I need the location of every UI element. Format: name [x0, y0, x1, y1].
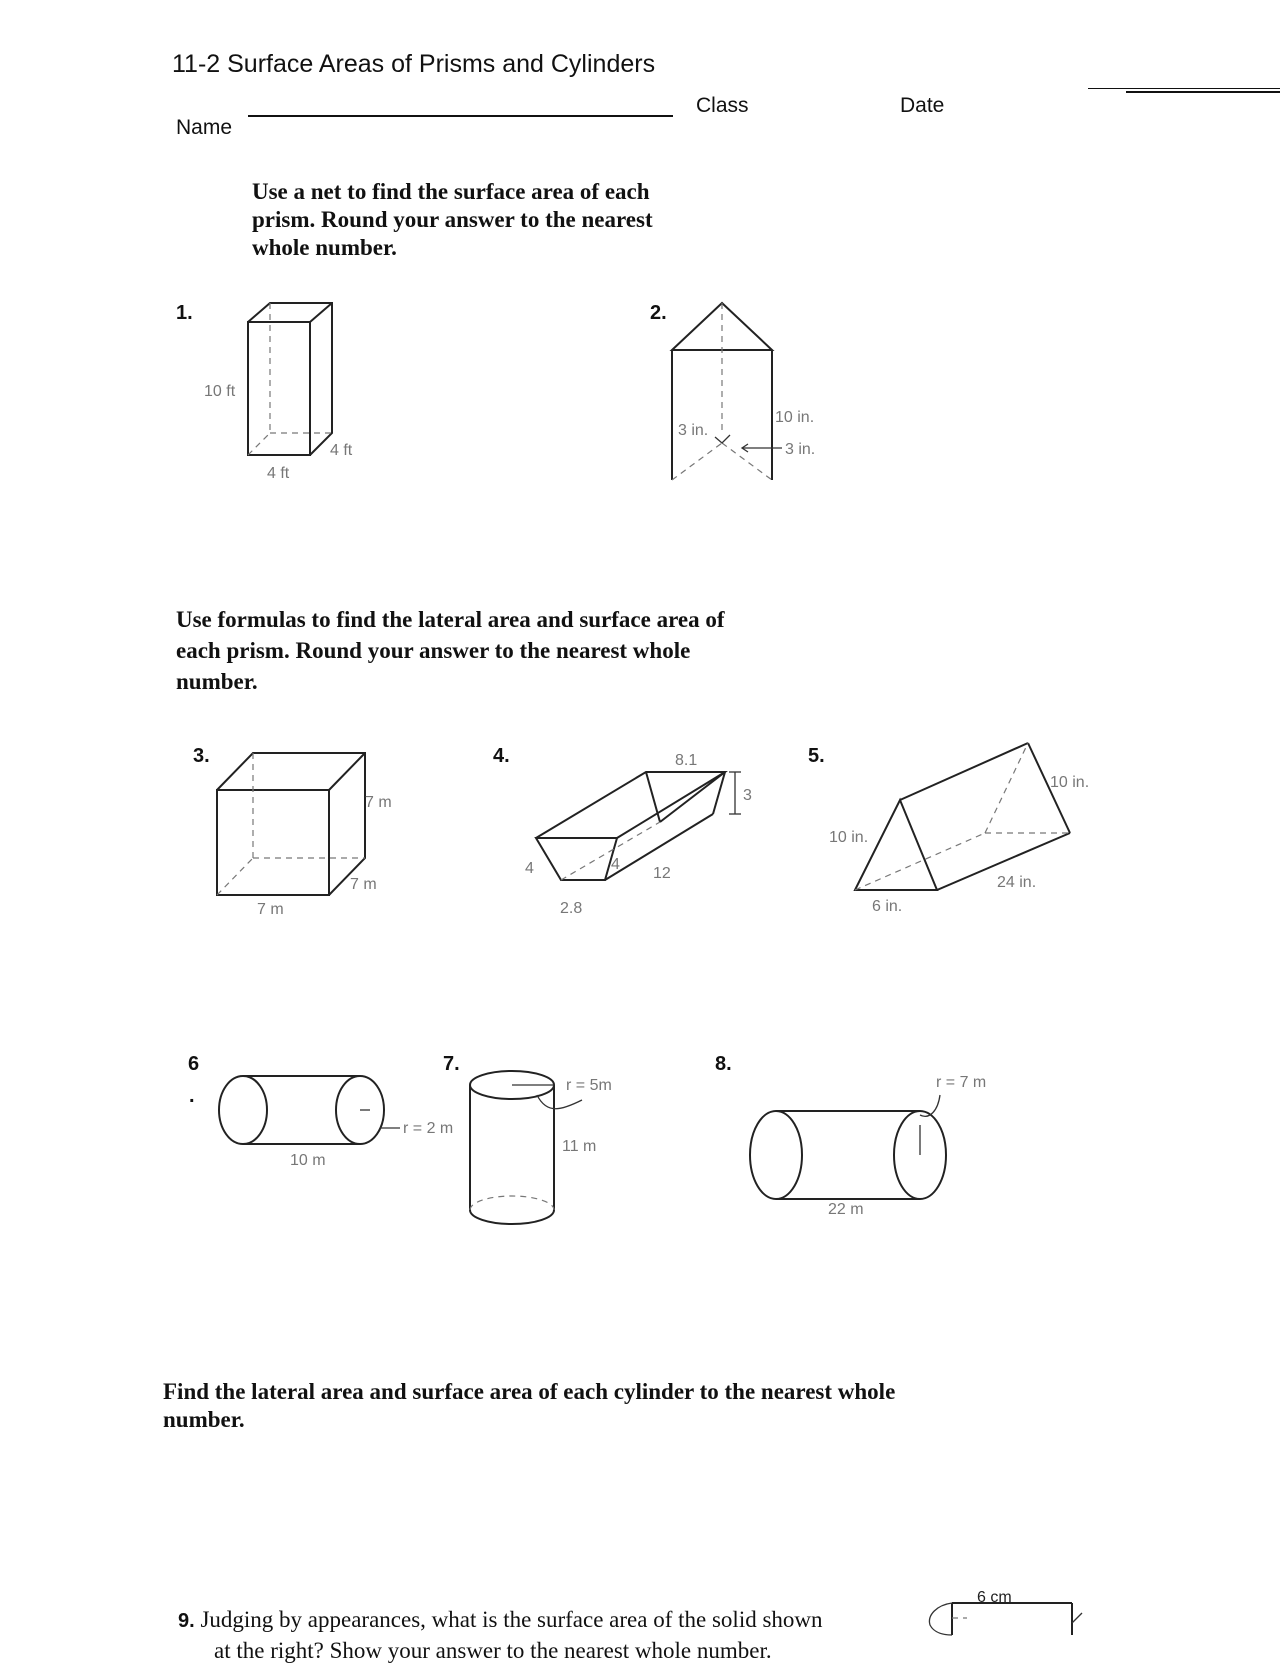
net-instructions: Use a net to find the surface area of each prism. Round your answer to the nearest whole number.	[252, 179, 653, 260]
problem-6-number-dot: .	[189, 1085, 195, 1107]
p5-side-label: 10 in.	[829, 829, 869, 846]
problem-9-number: 9.	[178, 1610, 195, 1632]
p2-height-label: 10 in.	[775, 409, 815, 426]
name-label: Name	[176, 116, 233, 139]
problem-5-number: 5.	[808, 745, 825, 767]
p5-length-label: 24 in.	[997, 874, 1037, 891]
p5-edge-label: 10 in.	[1050, 774, 1090, 791]
problem-1-number: 1.	[176, 302, 193, 324]
p5-base-label: 6 in.	[872, 898, 903, 915]
formula-instructions: Use formulas to find the lateral area and surface area of each prism. Round your answer to the nearest whole number.	[176, 607, 725, 694]
p2-leg-a-label: 3 in.	[678, 422, 709, 439]
p1-top-side-edges	[248, 303, 332, 455]
p1-front-face	[248, 322, 310, 455]
p8-length-label: 22 m	[828, 1201, 864, 1218]
problem-9-text	[178, 1605, 918, 1666]
date-label: Date	[900, 94, 945, 117]
problem-7-figure	[462, 1065, 642, 1240]
p4-side-b-label: 4	[611, 856, 620, 873]
p7-height-label: 11 m	[562, 1138, 597, 1155]
name-line[interactable]	[248, 115, 673, 117]
problem-9-line-1: Judging by appearances, what is the surface area of the solid shown	[200, 1607, 823, 1632]
p4-front-face	[536, 838, 617, 880]
p1-height-label: 10 ft	[204, 383, 236, 400]
p8-radius-label: r = 7 m	[936, 1074, 987, 1091]
p2-leg-b-label: 3 in.	[785, 441, 816, 458]
cylinder-instructions: Find the lateral area and surface area of each cylinder to the nearest whole number.	[163, 1379, 896, 1432]
p8-left-ellipse	[750, 1111, 802, 1199]
problem-9-figure	[922, 1585, 1082, 1645]
p4-length-label: 12	[653, 865, 671, 882]
p6-length-label: 10 m	[290, 1152, 326, 1169]
p4-bottom-label: 2.8	[560, 900, 583, 917]
date-line-2	[1126, 91, 1280, 93]
problem-1-figure	[200, 295, 360, 485]
p3-width-label: 7 m	[257, 901, 284, 918]
p7-radius-label: r = 5m	[566, 1077, 612, 1094]
date-line-1	[1088, 88, 1280, 89]
problem-3-figure	[205, 740, 405, 920]
p3-height-label: 7 m	[365, 794, 392, 811]
class-label: Class	[696, 94, 749, 117]
problem-4-figure	[515, 745, 765, 925]
problem-4-number: 4.	[493, 745, 510, 767]
page-title: 11-2 Surface Areas of Prisms and Cylinders	[172, 50, 656, 78]
p3-depth-label: 7 m	[350, 876, 377, 893]
problem-3-number: 3.	[193, 745, 210, 767]
p2-right-angle	[715, 435, 730, 443]
p3-front-face	[217, 790, 329, 895]
p4-height-label: 3	[743, 787, 752, 804]
p4-top-label: 8.1	[675, 752, 698, 769]
p9-figure-label: 6 cm	[977, 1589, 1012, 1606]
p4-side-a-label: 4	[525, 860, 534, 877]
problem-8-number: 8.	[715, 1053, 732, 1075]
p6-left-ellipse	[219, 1076, 267, 1144]
p1-hidden-diagonal	[248, 433, 270, 455]
problem-5-figure	[825, 735, 1095, 915]
p1-depth-label: 4 ft	[330, 442, 353, 459]
p6-radius-label: r = 2 m	[403, 1120, 454, 1137]
problem-6-figure	[210, 1070, 470, 1170]
problem-9-line-2: at the right? Show your answer to the nearest whole number.	[214, 1638, 772, 1663]
problem-8-figure	[740, 1065, 1010, 1230]
problem-7-number: 7.	[443, 1053, 460, 1075]
problem-2-figure	[660, 295, 840, 490]
p1-width-label: 4 ft	[267, 465, 290, 482]
problem-6-number-digit: 6	[188, 1053, 200, 1075]
problem-2-number: 2.	[650, 302, 667, 324]
